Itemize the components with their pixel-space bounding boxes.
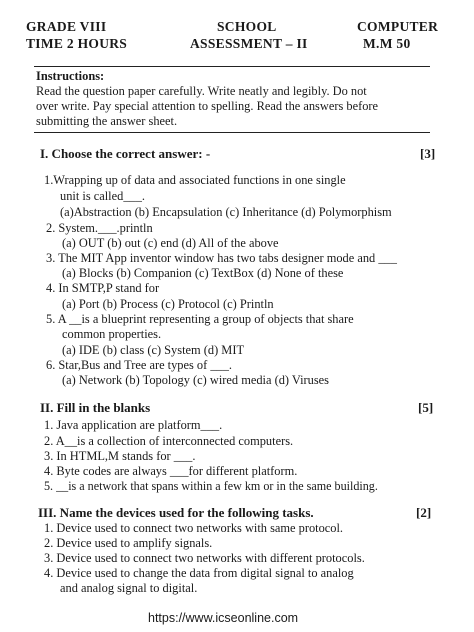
question-line: unit is called___.: [60, 189, 145, 203]
question-options: (a) Port (b) Process (c) Protocol (c) Println: [62, 297, 274, 311]
marks-label: M.M 50: [363, 36, 411, 51]
question-options: (a) Network (b) Topology (c) wired media (d) Viruses: [62, 373, 330, 387]
section-1-marks: [3]: [420, 146, 436, 161]
instructions-line: Read the question paper carefully. Write neatly and legibly. Do not: [36, 84, 367, 98]
question-line: 2. System.___.println: [46, 221, 153, 235]
question-options: (a) IDE (b) class (c) System (d) MIT: [62, 343, 245, 357]
question-line: 1.Wrapping up of data and associated functions in one single: [44, 173, 346, 187]
section-1-title: I. Choose the correct answer: -: [40, 146, 211, 161]
blank-line: 1. Java application are platform___.: [44, 418, 223, 432]
question-line: 3. The MIT App inventor window has two tabs designer mode and ___: [46, 251, 397, 265]
instructions-line: submitting the answer sheet.: [36, 114, 178, 128]
question-line: common properties.: [62, 327, 162, 341]
assessment-label: ASSESSMENT – II: [190, 36, 308, 51]
divider-top: [34, 66, 430, 67]
question-line: 4. In SMTP,P stand for: [46, 281, 160, 295]
grade-label: GRADE VIII: [26, 19, 107, 34]
device-line: 1. Device used to connect two networks with same protocol.: [44, 521, 344, 535]
section-2-marks: [5]: [418, 400, 434, 415]
device-line: 3. Device used to connect two networks with different protocols.: [44, 551, 365, 565]
footer-url[interactable]: https://www.icseonline.com: [148, 611, 299, 625]
time-label: TIME 2 HOURS: [26, 36, 128, 51]
question-line: 5. A __is a blueprint representing a group of objects that share: [46, 312, 354, 326]
device-line: 4. Device used to change the data from digital signal to analog: [44, 566, 354, 580]
section-3-title: III. Name the devices used for the following tasks.: [38, 505, 314, 520]
blank-line: 3. In HTML,M stands for ___.: [44, 449, 196, 463]
question-line: 6. Star,Bus and Tree are types of ___.: [46, 358, 233, 372]
device-line: 2. Device used to amplify signals.: [44, 536, 213, 550]
device-line: and analog signal to digital.: [60, 581, 198, 595]
section-3-marks: [2]: [416, 505, 432, 520]
instructions-line: over write. Pay special attention to spelling. Read the answers before: [36, 99, 379, 113]
school-label: SCHOOL: [217, 19, 277, 34]
blank-line: 2. A__is a collection of interconnected computers.: [44, 434, 294, 448]
instructions-title: Instructions:: [36, 69, 105, 83]
question-options: (a) OUT (b) out (c) end (d) All of the above: [62, 236, 279, 250]
question-options: (a) Blocks (b) Companion (c) TextBox (d) None of these: [62, 266, 344, 280]
subject-label: COMPUTER: [357, 19, 439, 34]
section-2-title: II. Fill in the blanks: [40, 400, 151, 415]
blank-line: 5. __is a network that spans within a few km or in the same building.: [44, 479, 378, 493]
divider-instructions: [34, 132, 430, 133]
question-options: (a)Abstraction (b) Encapsulation (c) Inheritance (d) Polymorphism: [60, 205, 392, 219]
blank-line: 4. Byte codes are always ___for different platform.: [44, 464, 298, 478]
